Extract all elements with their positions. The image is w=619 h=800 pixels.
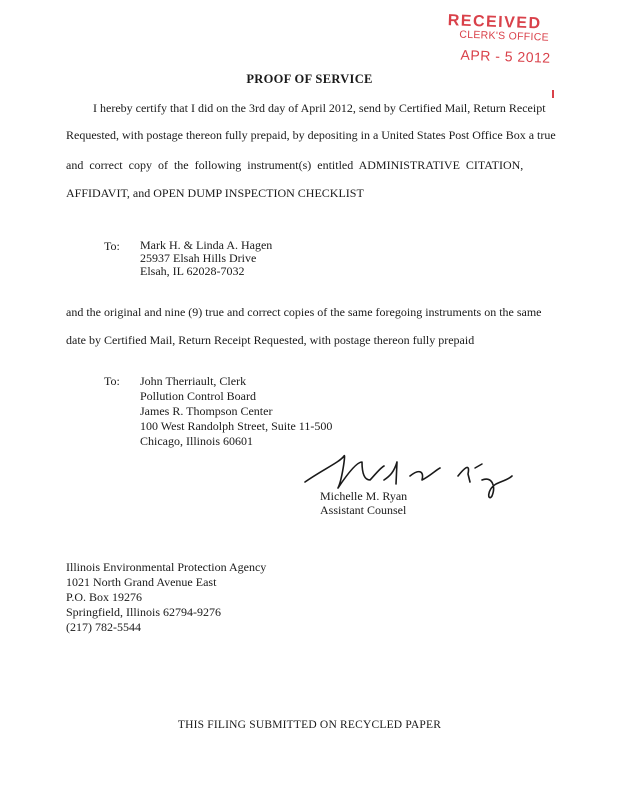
recipient1-to-label: To: [104,239,120,253]
paragraph2-line2: date by Certified Mail, Return Receipt Requested, with postage thereon fully prepaid [66,333,475,347]
recipient1-street: 25937 Elsah Hills Drive [140,251,257,265]
agency-city: Springfield, Illinois 62794-9276 [66,605,221,619]
recipient2-org: Pollution Control Board [140,389,257,403]
agency-phone: (217) 782-5544 [66,620,141,634]
stamp-received-text: RECEIVED [447,12,542,33]
paragraph1-line1: I hereby certify that I did on the 3rd day of April 2012, send by Certified Mail, Return Receipt [93,101,546,115]
recipient2-to-label: To: [104,374,120,388]
paragraph2-line1: and the original and nine (9) true and correct copies of the same foregoing instruments on the same [66,305,542,319]
agency-address [66,560,266,635]
signature-block [320,489,407,517]
agency-pobox: P.O. Box 19276 [66,590,143,604]
recipient1-name: Mark H. & Linda A. Hagen [140,238,273,252]
footer-note: THIS FILING SUBMITTED ON RECYCLED PAPER [177,719,442,731]
signer-title: Assistant Counsel [320,503,407,517]
recipient2-building: James R. Thompson Center [140,404,273,418]
stamp-office-text: CLERK'S OFFICE [459,28,550,44]
paragraph1-line3: and correct copy of the following instrument(s) entitled ADMINISTRATIVE CITATION, [66,158,524,172]
recipient1-city: Elsah, IL 62028-7032 [140,264,245,278]
recipient2-city: Chicago, Illinois 60601 [140,434,253,448]
recipient2-address [140,374,332,449]
page-title: PROOF OF SERVICE [246,72,373,86]
red-mark [552,90,554,98]
paragraph1-line2: Requested, with postage thereon fully prepaid, by depositing in a United States Post Office Box a true [66,128,556,142]
recipient2-street: 100 West Randolph Street, Suite 11-500 [140,419,333,433]
stamp-date-text: APR - 5 2012 [460,46,551,66]
paragraph1-line4: AFFIDAVIT, and OPEN DUMP INSPECTION CHECKLIST [66,186,364,200]
agency-name: Illinois Environmental Protection Agency [66,560,267,574]
recipient2-name: John Therriault, Clerk [140,374,247,388]
signer-name: Michelle M. Ryan [320,489,408,503]
agency-street: 1021 North Grand Avenue East [66,575,217,589]
received-stamp [444,12,556,76]
recipient1-address [140,239,272,278]
